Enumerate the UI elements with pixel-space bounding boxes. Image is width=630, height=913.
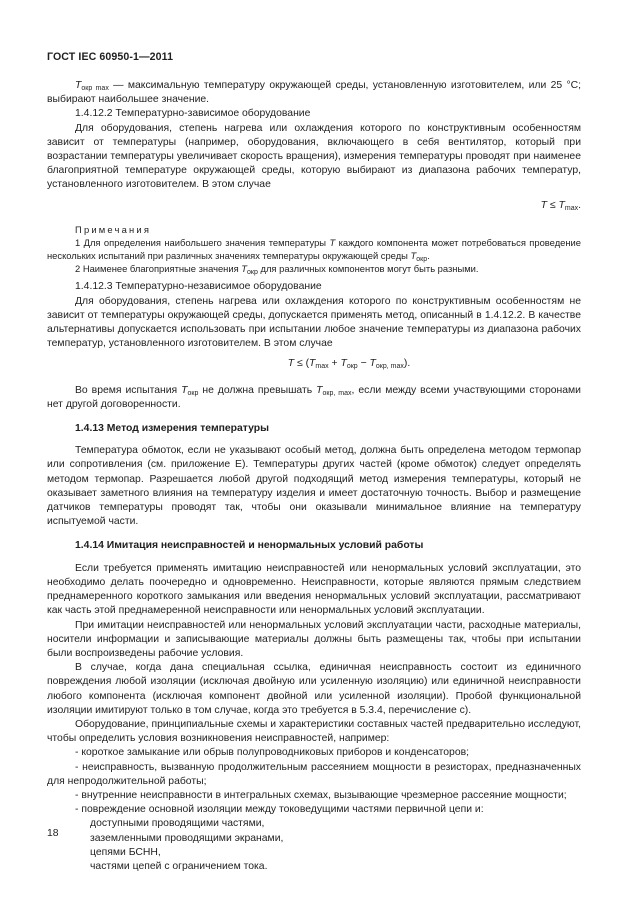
paragraph-text: , если между всеми участвующими сторонами нет другой договоренности. bbox=[47, 384, 581, 410]
formula-subscript: max bbox=[315, 363, 329, 371]
formula-subscript: окр, max bbox=[375, 363, 404, 371]
list-item: - короткое замыкание или обрыв полупроводниковых приборов и конденсаторов; bbox=[75, 747, 470, 759]
symbol-subscript: окр max bbox=[81, 85, 109, 92]
formula-operator: ≤ bbox=[547, 199, 559, 211]
paragraph-measurement-method: Температура обмоток, если не указывают особый метод, должна быть определена методом термопар или сопротивления (см. приложение Е). Температуры других частей (кроме обмоток) следует определять методом термопар. Разрешается любой другой подходящий метод измерения температуры, который не оказывает заметного влияния на температуру изделия и имеет достаточную точность. Выбор и размещение датчиков температуры проводят так, чтобы они оказывали минимальное влияние на температуру испытуемой части. bbox=[47, 445, 581, 528]
formula-symbol: T bbox=[340, 358, 347, 370]
symbol-subscript: окр, max bbox=[322, 389, 352, 397]
paragraph-text: Во время испытания bbox=[75, 384, 182, 396]
symbol-t: T bbox=[75, 80, 82, 91]
note-1 bbox=[47, 236, 581, 262]
formula-subscript: окр bbox=[346, 363, 358, 371]
formula-operator: ≤ ( bbox=[294, 358, 310, 370]
section-title-1-4-13: 1.4.13 Метод измерения температуры bbox=[75, 423, 270, 435]
note-symbol: T bbox=[329, 236, 336, 248]
paragraph-temperature-independent: Для оборудования, степень нагрева или охлаждения которого по конструктивным особенностям не зависит от температуры окружающей среды, допускается применять метод, описанный в 1.4.12.2. В качестве альтернативы допускается использовать при испытании любое значение температуры из диапазона рабочих температур, установленного изготовителем. В этом случае bbox=[47, 295, 581, 350]
formula-operator: + bbox=[328, 358, 341, 370]
formula-symbol: T bbox=[369, 358, 376, 370]
section-title-1-4-12-2: 1.4.12.2 Температурно-зависимое оборудование bbox=[75, 108, 311, 120]
note-text: 2 Наименее благоприятные значения bbox=[75, 263, 242, 275]
note-2 bbox=[47, 262, 581, 275]
page-number: 18 bbox=[47, 828, 59, 839]
sub-list-item: доступными проводящими частями, bbox=[90, 818, 265, 830]
note-text: для различных компонентов могут быть разными. bbox=[257, 263, 479, 275]
section-title-1-4-12-3: 1.4.12.3 Температурно-независимое оборудование bbox=[75, 281, 322, 293]
paragraph-temperature-dependent: Для оборудования, степень нагрева или охлаждения которого по конструктивным особенностям зависит от температуры (например, оборудования, включающего в себя вентилятор, который при возрастании температуры увеличивает скорость вращения), измерения температуры проводят при наименее благоприятной температуре окружающей среды, которую выбирают из диапазона рабочих температур, установленного изготовителем. В этом случае bbox=[47, 122, 581, 191]
paragraph-single-fault: В случае, когда дана специальная ссылка, единичная неисправность состоит из единичного повреждения любой изоляции (исключая двойную или усиленную изоляцию) или единичной неисправности любого компонента (исключая компонент двойной или усиленной изоляции). Пробой функциональной изоляции имитируют только в том случае, когда это требуется в 5.3.4, перечисление с). bbox=[47, 662, 581, 716]
paragraph-consumables: При имитации неисправностей или ненормальных условий эксплуатации части, расходные материалы, носители информации и записывающие материалы должны быть размещены так, чтобы при испытании были воспроизведены рабочие условия. bbox=[47, 619, 581, 659]
note-subscript: окр bbox=[247, 269, 258, 277]
note-symbol: T bbox=[241, 263, 248, 275]
note-end: . bbox=[427, 250, 430, 262]
paragraph-text: не должна превышать bbox=[198, 384, 317, 396]
note-text: 1 Для определения наибольшего значения температуры bbox=[75, 236, 330, 248]
list-item: - внутренние неисправности в интегральных схемах, вызывающие чрезмерное рассеяние мощности; bbox=[75, 789, 567, 801]
paragraph-tmax-definition bbox=[47, 79, 581, 107]
sub-list-item: заземленными проводящими экранами, bbox=[90, 832, 284, 844]
note-symbol: T bbox=[410, 250, 417, 262]
formula-1 bbox=[47, 199, 581, 213]
section-title-1-4-14: 1.4.14 Имитация неисправностей и ненормальных условий работы bbox=[75, 540, 424, 552]
formula-symbol: T bbox=[540, 199, 548, 211]
formula-operator: − bbox=[357, 358, 370, 370]
symbol-subscript: окр bbox=[187, 389, 199, 397]
paragraph-text: — максимальную температуру окружающей среды, установленную изготовителем, или 25 °С; выбирают наибольшее значение. bbox=[47, 80, 581, 106]
list-item: - неисправность, вызванную продолжительным рассеянием мощности в резисторах, предназначенных для непродолжительной работы; bbox=[47, 761, 581, 787]
note-title: Примечания bbox=[75, 223, 152, 235]
formula-end: . bbox=[578, 199, 581, 211]
note-text: каждого компонента может потребоваться проведение нескольких испытаний при различных значениях температуры окружающей среды bbox=[47, 236, 582, 262]
symbol-t: T bbox=[316, 384, 323, 396]
sub-list-item: цепями БСНН, bbox=[90, 846, 161, 858]
list-item: - повреждение основной изоляции между токоведущими частями первичной цепи и: bbox=[75, 804, 484, 816]
sub-list-item: частями цепей с ограничением тока. bbox=[90, 860, 268, 872]
paragraph-fault-conditions: Оборудование, принципиальные схемы и характеристики составных частей предварительно исследуют, чтобы определить условия возникновения неисправностей, например: bbox=[47, 718, 581, 745]
paragraph-fault-simulation: Если требуется применять имитацию неисправностей или ненормальных условий эксплуатации, это необходимо делать поочередно и одновременно. Неисправности, которые являются прямым следствием преднамеренного короткого замыкания или введения ненормальных условий эксплуатации, рассматривают как часть этой преднамеренной неисправности или ненормальных условий эксплуатации. bbox=[47, 562, 581, 617]
document-body bbox=[47, 79, 581, 874]
formula-symbol: T bbox=[287, 358, 295, 370]
note-subscript: окр bbox=[416, 256, 428, 264]
formula-symbol: T bbox=[309, 358, 316, 370]
formula-end: ). bbox=[403, 358, 411, 370]
formula-2 bbox=[47, 357, 581, 371]
page-header: ГОСТ IEC 60950-1—2011 bbox=[47, 51, 174, 63]
symbol-t: T bbox=[181, 384, 188, 396]
formula-subscript: max bbox=[564, 204, 579, 212]
formula-symbol: T bbox=[558, 199, 565, 211]
paragraph-test-limit bbox=[47, 384, 581, 412]
